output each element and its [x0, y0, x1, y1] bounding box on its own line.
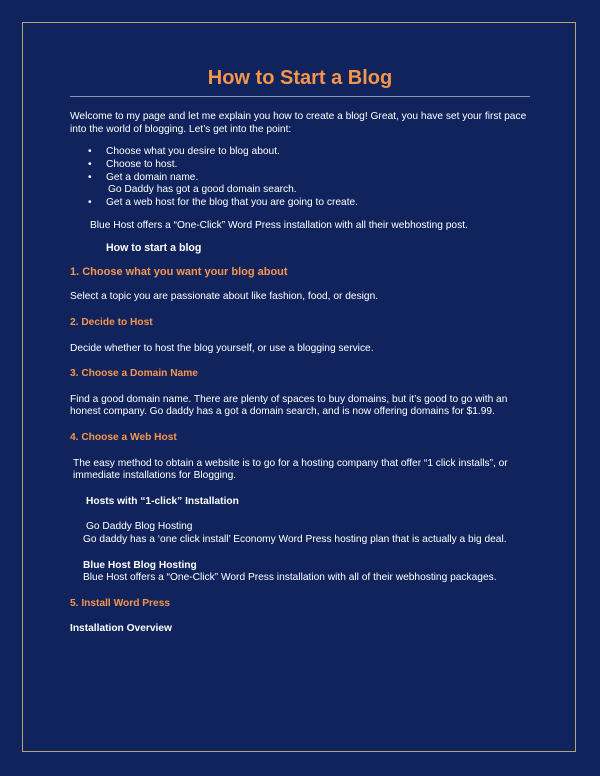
- step-1-body: Select a topic you are passionate about like fashion, food, or design.: [70, 291, 379, 303]
- step-2-body: Decide whether to host the blog yourself, or use a blogging service.: [70, 342, 374, 354]
- host-blue-host: [70, 560, 530, 585]
- step-5-heading: 5. Install Word Press: [70, 597, 171, 609]
- step-4-heading: 4. Choose a Web Host: [70, 432, 177, 444]
- list-item-text: Get a web host for the blog that you are going to create.: [106, 197, 359, 208]
- list-item: [70, 159, 530, 172]
- installation-overview-heading: Installation Overview: [70, 623, 172, 635]
- page-title: How to Start a Blog: [207, 67, 393, 89]
- step-3-body: Find a good domain name. There are plenty of spaces to buy domains, but it’s good to go with an honest company. Go daddy has a got a domain search, and is now offering domains for $1.99.: [70, 393, 508, 418]
- document-content: [70, 66, 530, 636]
- list-sub-note-text: Go Daddy has got a good domain search.: [108, 184, 297, 196]
- list-item: [70, 197, 530, 210]
- list-item-text: Get a domain name.: [106, 171, 199, 183]
- bullet-icon: •: [88, 158, 92, 170]
- host-description: Go daddy has a ‘one click install’ Economy Word Press hosting plan that is actually a big deal.: [83, 534, 507, 546]
- host-name: Go Daddy Blog Hosting: [86, 521, 193, 533]
- bluehost-note: Blue Host offers a “One-Click” Word Press installation with all their webhosting post.: [90, 219, 468, 231]
- bullet-icon: •: [88, 197, 92, 208]
- step-3-heading: 3. Choose a Domain Name: [70, 368, 198, 380]
- host-description: Blue Host offers a “One-Click” Word Press installation with all of their webhosting packages.: [83, 572, 497, 584]
- list-sub-note: [70, 184, 530, 197]
- host-go-daddy: [70, 521, 530, 546]
- step-2-heading: 2. Decide to Host: [70, 317, 153, 329]
- step-1-heading: 1. Choose what you want your blog about: [70, 265, 288, 278]
- section-heading: How to start a blog: [106, 242, 202, 255]
- list-item-text: Choose what you desire to blog about.: [106, 146, 280, 158]
- list-item-text: Choose to host.: [106, 158, 178, 170]
- hosts-heading: Hosts with “1-click” Installation: [86, 495, 239, 507]
- list-item: [70, 172, 530, 185]
- list-item: [70, 146, 530, 159]
- bullet-icon: •: [88, 171, 92, 183]
- intro-paragraph: Welcome to my page and let me explain you how to create a blog! Great, you have set your first pace into the world of blogging. Let’s get into the point:: [70, 111, 527, 135]
- step-4-body: The easy method to obtain a website is to go for a hosting company that offer “1 click installs”, or immediate installations for Blogging.: [73, 457, 508, 482]
- title-divider: [70, 96, 530, 97]
- host-name: Blue Host Blog Hosting: [83, 559, 197, 571]
- bullet-icon: •: [88, 146, 92, 158]
- steps-bullet-list: [70, 146, 530, 210]
